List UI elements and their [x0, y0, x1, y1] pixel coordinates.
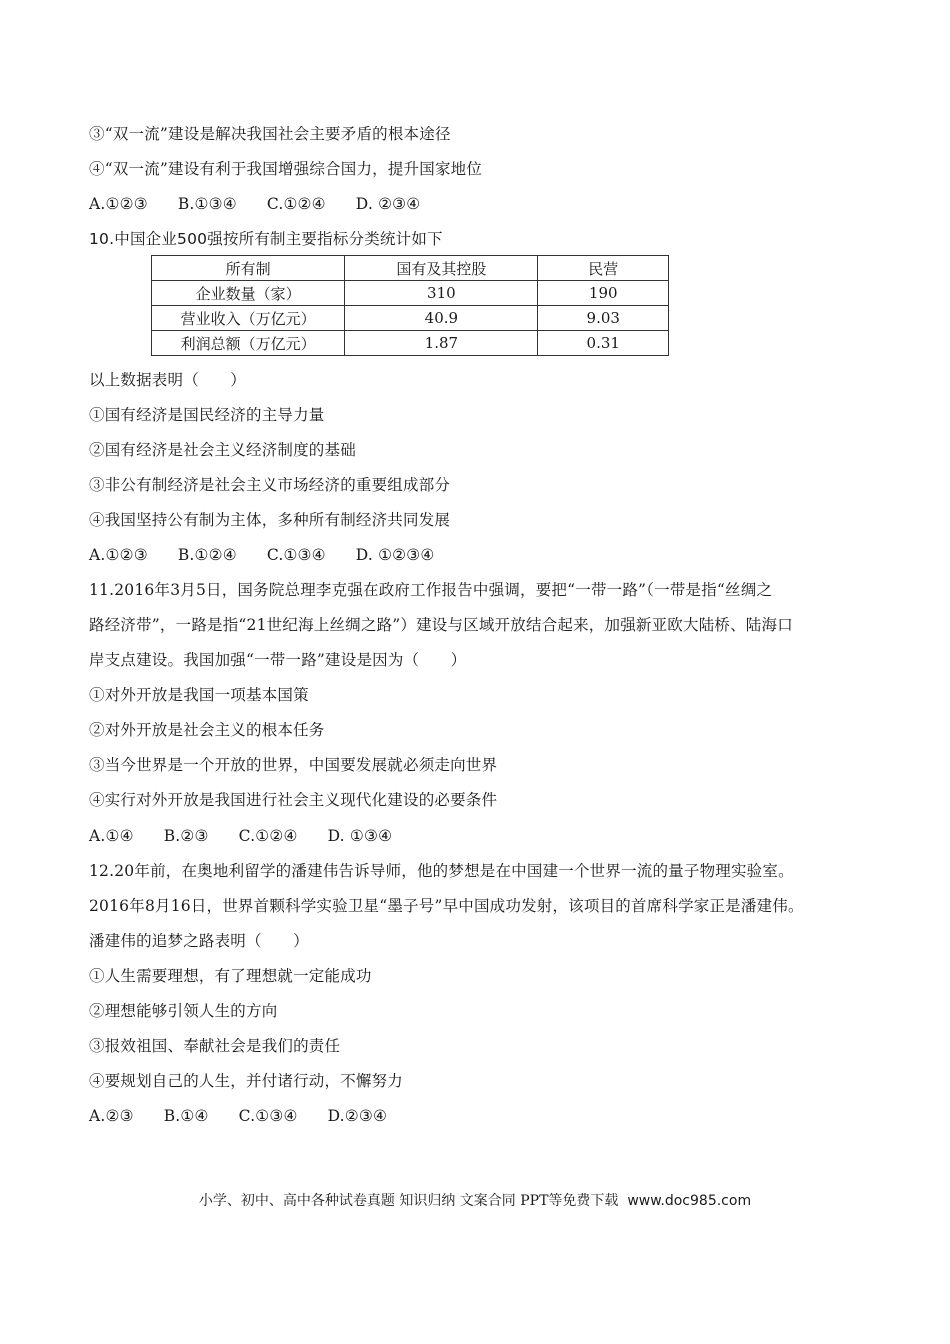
- table-cell: 企业数量（家）: [152, 281, 345, 306]
- table-header-cell: 民营: [538, 256, 669, 281]
- table-row: [152, 331, 669, 356]
- table-cell: 0.31: [538, 331, 669, 356]
- q10-options: [89, 545, 464, 565]
- table-cell: 利润总额（万亿元）: [152, 331, 345, 356]
- table-cell: 1.87: [345, 331, 538, 356]
- q11-option-c: C.①②④: [238, 827, 298, 845]
- q11-option-b: B.②③: [163, 827, 209, 845]
- q10-option-a: A.①②③: [89, 546, 148, 564]
- q12-option-c: C.①③④: [238, 1107, 298, 1125]
- q10-option-b: B.①②④: [177, 546, 237, 564]
- q12-stem-line-2: 2016年8月16日，世界首颗科学实验卫星“墨子号”早中国成功发射，该项目的首席科学家正是潘建伟。: [89, 897, 804, 915]
- q12-item-2: ②理想能够引领人生的方向: [89, 1002, 278, 1020]
- q10-question: 以上数据表明（ ）: [89, 371, 247, 389]
- table-header-row: [152, 256, 669, 281]
- q10-stem: 10.中国企业500强按所有制主要指标分类统计如下: [89, 230, 443, 248]
- q9-option-a: A.①②③: [89, 195, 148, 213]
- q12-item-1: ①人生需要理想，有了理想就一定能成功: [89, 967, 372, 985]
- table-row: [152, 281, 669, 306]
- q11-option-d: D. ①③④: [327, 827, 393, 845]
- q10-item-1: ①国有经济是国民经济的主导力量: [89, 406, 325, 424]
- table-cell: 9.03: [538, 306, 669, 331]
- table-cell: 310: [345, 281, 538, 306]
- q10-item-4: ④我国坚持公有制为主体，多种所有制经济共同发展: [89, 511, 451, 529]
- q11-option-a: A.①④: [89, 827, 134, 845]
- q10-option-c: C.①③④: [266, 546, 326, 564]
- q12-options: [89, 1106, 417, 1126]
- table-header-cell: 所有制: [152, 256, 345, 281]
- q12-stem-line-1: 12.20年前，在奥地利留学的潘建伟告诉导师，他的梦想是在中国建一个世界一流的量子物理实验室。: [89, 862, 794, 880]
- q12-item-3: ③报效祖国、奉献社会是我们的责任: [89, 1037, 341, 1055]
- table-cell: 190: [538, 281, 669, 306]
- q9-option-b: B.①③④: [177, 195, 237, 213]
- page-footer: [0, 1191, 950, 1211]
- q9-option-d: D. ②③④: [355, 195, 421, 213]
- q9-options: [89, 194, 450, 214]
- q12-stem-line-3: 潘建伟的追梦之路表明（ ）: [89, 932, 309, 950]
- q9-item-4: ④“双一流”建设有利于我国增强综合国力，提升国家地位: [89, 160, 483, 178]
- q11-stem-line-1: 11.2016年3月5日，国务院总理李克强在政府工作报告中强调，要把“一带一路”（一带是指“丝绸之: [89, 581, 773, 599]
- q11-options: [89, 826, 422, 846]
- q10-item-3: ③非公有制经济是社会主义市场经济的重要组成部分: [89, 476, 451, 494]
- table-header-cell: 国有及其控股: [345, 256, 538, 281]
- q9-option-c: C.①②④: [266, 195, 326, 213]
- q12-option-a: A.②③: [89, 1107, 134, 1125]
- q10-item-2: ②国有经济是社会主义经济制度的基础: [89, 441, 356, 459]
- table-cell: 40.9: [345, 306, 538, 331]
- q11-item-3: ③当今世界是一个开放的世界，中国要发展就必须走向世界: [89, 756, 498, 774]
- q9-item-3: ③“双一流”建设是解决我国社会主要矛盾的根本途径: [89, 125, 451, 143]
- footer-site-link[interactable]: www.doc985.com: [627, 1193, 752, 1209]
- table-row: [152, 306, 669, 331]
- q11-item-4: ④实行对外开放是我国进行社会主义现代化建设的必要条件: [89, 791, 498, 809]
- q12-option-d: D.②③④: [327, 1107, 388, 1125]
- q12-option-b: B.①④: [163, 1107, 209, 1125]
- q11-stem-line-3: 岸支点建设。我国加强“一带一路”建设是因为（ ）: [89, 651, 467, 669]
- q10-option-d: D. ①②③④: [355, 546, 435, 564]
- q11-stem-line-2: 路经济带”，一路是指“21世纪海上丝绸之路”）建设与区域开放结合起来，加强新亚欧大陆桥、陆海口: [89, 616, 793, 634]
- ownership-stats-table: [151, 255, 669, 356]
- footer-text: 小学、初中、高中各种试卷真题 知识归纳 文案合同 PPT等免费下载: [198, 1193, 619, 1209]
- q12-item-4: ④要规划自己的人生，并付诸行动，不懈努力: [89, 1072, 404, 1090]
- table-cell: 营业收入（万亿元）: [152, 306, 345, 331]
- q11-item-2: ②对外开放是社会主义的根本任务: [89, 721, 325, 739]
- q11-item-1: ①对外开放是我国一项基本国策: [89, 686, 309, 704]
